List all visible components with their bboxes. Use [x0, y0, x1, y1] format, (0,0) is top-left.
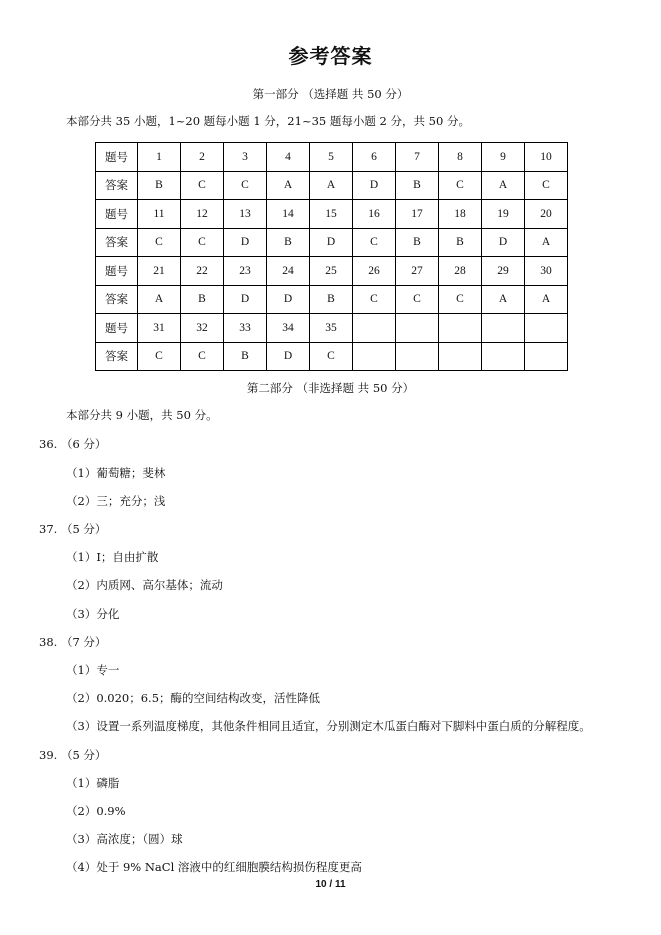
part2-heading: 第二部分 （非选择题 共 50 分） [246, 381, 415, 395]
question-number: 39. （5 分） [39, 748, 107, 762]
table-cell [525, 314, 568, 343]
answer-line: （2）三；充分；浅 [66, 494, 166, 508]
answer-line: （2）0.9% [66, 804, 126, 818]
table-cell [482, 342, 525, 371]
table-cell [353, 314, 396, 343]
row-label: 题号 [96, 314, 138, 343]
table-cell: 30 [525, 257, 568, 286]
answer-line: （3）高浓度；（圆）球 [66, 832, 183, 846]
table-cell: 24 [267, 257, 310, 286]
table-cell: C [310, 342, 353, 371]
table-cell: D [267, 342, 310, 371]
table-cell [396, 342, 439, 371]
table-cell: C [353, 228, 396, 257]
table-cell: 16 [353, 200, 396, 229]
table-cell: 33 [224, 314, 267, 343]
table-cell [525, 342, 568, 371]
table-cell: 5 [310, 143, 353, 172]
table-cell: 3 [224, 143, 267, 172]
table-cell: B [310, 285, 353, 314]
table-cell: C [181, 342, 224, 371]
table-cell: A [267, 171, 310, 200]
table-row [96, 314, 568, 343]
table-cell: C [439, 285, 482, 314]
table-cell: 11 [138, 200, 181, 229]
table-cell: D [310, 228, 353, 257]
table-cell: A [482, 285, 525, 314]
question-number: 36. （6 分） [39, 437, 107, 451]
table-cell: B [181, 285, 224, 314]
table-cell: D [267, 285, 310, 314]
row-label: 答案 [96, 285, 138, 314]
table-cell: 1 [138, 143, 181, 172]
table-cell: A [482, 171, 525, 200]
table-cell: C [138, 228, 181, 257]
page-title: 参考答案 [288, 44, 373, 68]
part1-heading: 第一部分 （选择题 共 50 分） [252, 87, 409, 101]
page-number: 10 / 11 [315, 879, 346, 890]
table-row [96, 342, 568, 371]
table-cell: 9 [482, 143, 525, 172]
question-number: 38. （7 分） [39, 635, 107, 649]
table-cell: 17 [396, 200, 439, 229]
table-cell: B [138, 171, 181, 200]
table-cell: 28 [439, 257, 482, 286]
table-cell: 34 [267, 314, 310, 343]
answer-line: （2）0.020；6.5；酶的空间结构改变，活性降低 [66, 691, 321, 705]
table-cell: D [224, 285, 267, 314]
answer-line: （1）专一 [66, 663, 120, 677]
answer-line: （3）分化 [66, 607, 120, 621]
table-cell: 15 [310, 200, 353, 229]
table-cell: C [181, 171, 224, 200]
table-cell: 31 [138, 314, 181, 343]
answer-line: （1）葡萄糖；斐林 [66, 466, 166, 480]
row-label: 答案 [96, 228, 138, 257]
table-row [96, 171, 568, 200]
table-cell: B [267, 228, 310, 257]
table-cell: 26 [353, 257, 396, 286]
table-cell [353, 342, 396, 371]
part2-intro: 本部分共 9 小题，共 50 分。 [66, 408, 218, 422]
answer-line: （3）设置一系列温度梯度，其他条件相同且适宜，分别测定木瓜蛋白酶对下脚料中蛋白质的分解程度。 [66, 719, 591, 733]
table-cell: 7 [396, 143, 439, 172]
table-cell: B [224, 342, 267, 371]
table-cell [439, 314, 482, 343]
answer-table [95, 142, 568, 371]
table-cell: 29 [482, 257, 525, 286]
part1-intro: 本部分共 35 小题，1~20 题每小题 1 分，21~35 题每小题 2 分，共 50 分。 [66, 114, 470, 128]
table-cell: B [396, 171, 439, 200]
table-row [96, 257, 568, 286]
table-cell: 32 [181, 314, 224, 343]
table-cell: 10 [525, 143, 568, 172]
question-number: 37. （5 分） [39, 522, 107, 536]
table-cell: D [482, 228, 525, 257]
table-cell: A [310, 171, 353, 200]
table-cell: A [525, 228, 568, 257]
table-cell: 8 [439, 143, 482, 172]
table-cell: A [525, 285, 568, 314]
table-cell: 13 [224, 200, 267, 229]
table-cell [482, 314, 525, 343]
row-label: 题号 [96, 200, 138, 229]
table-cell: C [224, 171, 267, 200]
table-cell: C [353, 285, 396, 314]
answer-line: （1）磷脂 [66, 776, 120, 790]
table-cell: C [525, 171, 568, 200]
row-label: 答案 [96, 342, 138, 371]
table-cell: 6 [353, 143, 396, 172]
table-cell [439, 342, 482, 371]
table-row [96, 143, 568, 172]
table-row [96, 228, 568, 257]
answer-line: （2）内质网、高尔基体；流动 [66, 578, 223, 592]
table-row [96, 285, 568, 314]
table-cell: C [181, 228, 224, 257]
table-cell: 25 [310, 257, 353, 286]
table-cell: 20 [525, 200, 568, 229]
row-label: 题号 [96, 143, 138, 172]
table-cell: 22 [181, 257, 224, 286]
table-cell: B [396, 228, 439, 257]
table-cell: 19 [482, 200, 525, 229]
table-cell: 4 [267, 143, 310, 172]
table-cell: 12 [181, 200, 224, 229]
row-label: 答案 [96, 171, 138, 200]
table-cell: 35 [310, 314, 353, 343]
table-cell: A [138, 285, 181, 314]
table-cell: 2 [181, 143, 224, 172]
table-cell: 18 [439, 200, 482, 229]
table-cell: C [396, 285, 439, 314]
table-row [96, 200, 568, 229]
table-cell: C [439, 171, 482, 200]
table-cell: D [353, 171, 396, 200]
table-cell: 27 [396, 257, 439, 286]
row-label: 题号 [96, 257, 138, 286]
table-cell: 23 [224, 257, 267, 286]
answer-line: （4）处于 9% NaCl 溶液中的红细胞膜结构损伤程度更高 [66, 860, 362, 874]
answer-line: （1）I；自由扩散 [66, 550, 159, 564]
table-cell: 14 [267, 200, 310, 229]
table-cell [396, 314, 439, 343]
table-cell: B [439, 228, 482, 257]
table-cell: 21 [138, 257, 181, 286]
table-cell: D [224, 228, 267, 257]
table-cell: C [138, 342, 181, 371]
